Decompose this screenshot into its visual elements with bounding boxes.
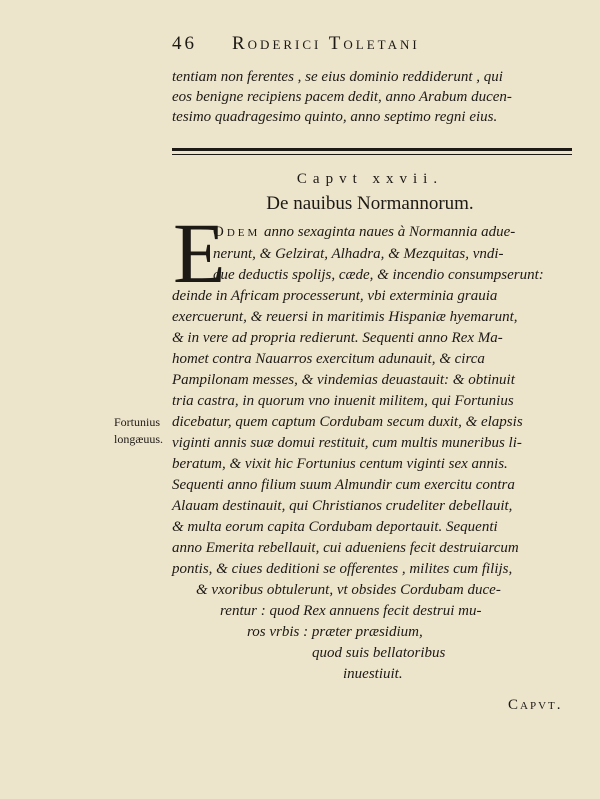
chapter-heading: Capvt xxvii. (296, 171, 444, 187)
text-line: Alauam destinauit, qui Christianos crudeliter debellauit, (172, 498, 513, 514)
text-line: & vxoribus obtulerunt, vt obsides Cordubam duce- (196, 582, 501, 598)
text-line: dicebatur, quem captum Cordubam secum duxit, & elapsis (172, 414, 523, 430)
section-rule (172, 148, 572, 155)
text-line: beratum, & vixit hic Fortunius centum viginti sex annis. (172, 456, 508, 472)
text-line: pontis, & ciues deditioni se offerentes , milites cum filijs, (172, 561, 513, 577)
catchword: Capvt. (508, 697, 563, 713)
marginal-note-line: longæuus. (114, 432, 164, 446)
text-line: tentiam non ferentes , se eius dominio reddiderunt , qui (172, 69, 503, 85)
text-line: rentur : quod Rex annuens fecit destrui mu- (220, 603, 482, 619)
first-word: Odem (213, 224, 261, 240)
text-line: nerunt, & Gelzirat, Alhadra, & Mezquitas, vndi- (213, 246, 504, 262)
drop-cap: E (173, 205, 226, 301)
text-line: anno Emerita rebellauit, cui adueniens fecit destruiarcum (172, 540, 519, 556)
text-line: ros vrbis : præter præsidium, (247, 624, 423, 640)
running-title: Roderici Toletani (232, 33, 420, 54)
text-line: viginti annis suæ domui restituit, cum multis muneribus li- (172, 435, 522, 451)
text-segment: anno sexaginta naues à Normannia adue- (264, 224, 516, 240)
text-line (213, 222, 515, 242)
text-line: Sequenti anno filium suum Almundir cum exercitu contra (172, 477, 515, 493)
text-line: homet contra Nauarros exercitum adunauit, & circa (172, 351, 485, 367)
text-line: deinde in Africam processerunt, vbi exterminia grauia (172, 288, 498, 304)
text-line: & in vere ad propria redierunt. Sequenti anno Rex Ma- (172, 330, 503, 346)
text-line: tria castra, in quorum vno inuenit militem, qui Fortunius (172, 393, 514, 409)
text-line: tesimo quadragesimo quinto, anno septimo regni eius. (172, 109, 498, 125)
marginal-note-line: Fortunius (114, 415, 161, 429)
page-header (172, 33, 572, 59)
text-line: quod suis bellatoribus (312, 645, 446, 661)
text-line: Pampilonam messes, & vindemias deuastauit: & obtinuit (172, 372, 515, 388)
text-line: exercuerunt, & reuersi in maritimis Hispaniæ hyemarunt, (172, 309, 518, 325)
text-line: que deductis spolijs, cæde, & incendio consumpserunt: (213, 267, 544, 283)
page-number: 46 (172, 33, 197, 54)
text-line: inuestiuit. (343, 666, 403, 682)
text-line: eos benigne recipiens pacem dedit, anno Arabum ducen- (172, 89, 512, 105)
text-line: & multa eorum capita Cordubam deportauit. Sequenti (172, 519, 498, 535)
chapter-subtitle: De nauibus Normannorum. (266, 193, 474, 214)
